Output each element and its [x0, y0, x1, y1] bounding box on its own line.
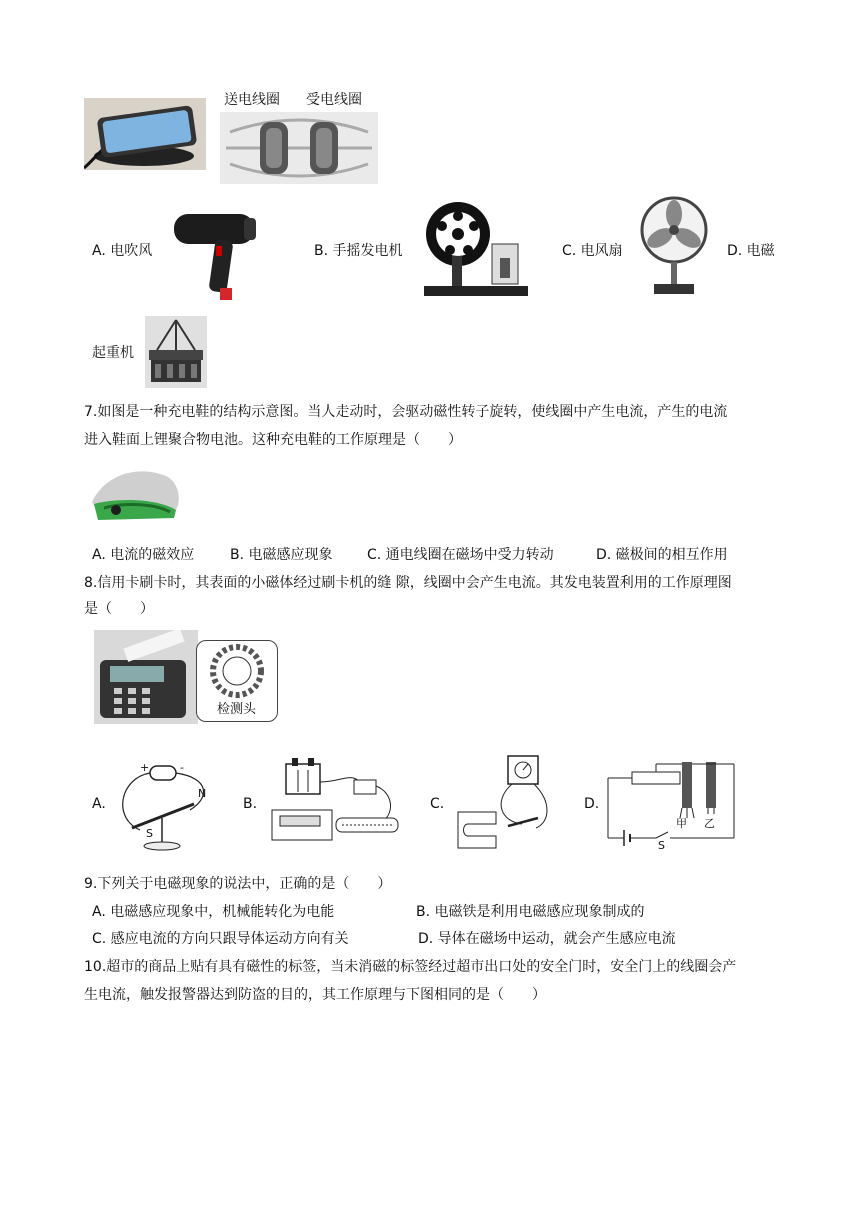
fig-a-minus: - [180, 761, 184, 774]
fig-d-jia: 甲 [676, 817, 687, 830]
electric-fan-image [638, 192, 710, 300]
charging-shoe-image [86, 458, 184, 528]
q8-figure-c [452, 752, 562, 850]
coil-diagram [220, 112, 378, 184]
fig-a-n-pole: N [198, 787, 207, 800]
fig-a-s-pole: S [146, 827, 153, 840]
q8-stem-line2: 是（ ） [84, 601, 154, 617]
q9-option-b: B. 电磁铁是利用电磁感应现象制成的 [416, 904, 645, 920]
q7-option-b: B. 电磁感应现象 [230, 547, 333, 563]
q9-option-a: A. 电磁感应现象中，机械能转化为电能 [92, 904, 335, 920]
phone-charger-photo [84, 98, 206, 170]
q6-option-a: A. 电吹风 [92, 243, 153, 259]
q7-option-d: D. 磁极间的相互作用 [596, 547, 728, 563]
q8-option-d-label: D. [584, 796, 600, 812]
q6-option-d-cont: 起重机 [92, 345, 134, 361]
electromagnetic-crane-image [145, 316, 207, 388]
q8-stem-line1: 8.信用卡刷卡时，其表面的小磁体经过刷卡机的缝 隙，线圈中会产生电流。其发电装置利用的工作原理图 [84, 575, 732, 591]
q9-stem: 9.下列关于电磁现象的说法中，正确的是（ ） [84, 876, 392, 892]
q6-option-d: D. 电磁 [727, 243, 775, 259]
q7-stem-line2: 进入鞋面上锂聚合物电池。这种充电鞋的工作原理是（ ） [84, 432, 462, 448]
detector-head-label: 检测头 [217, 702, 257, 717]
send-coil-label: 送电线圈 [224, 92, 280, 108]
fig-d-switch-s: S [658, 839, 665, 852]
q9-option-d: D. 导体在磁场中运动，就会产生感应电流 [418, 931, 676, 947]
q8-option-a-label: A. [92, 796, 106, 812]
q8-option-c-label: C. [430, 796, 445, 812]
q10-stem-line2: 生电流，触发报警器达到防盗的目的，其工作原理与下图相同的是（ ） [84, 987, 546, 1003]
card-reader-photo [94, 630, 198, 724]
q10-stem-line1: 10.超市的商品上贴有具有磁性的标签，当未消磁的标签经过超市出口处的安全门时，安全门上的线圈会产 [84, 959, 737, 975]
hand-generator-image [420, 196, 530, 300]
q9-option-c: C. 感应电流的方向只跟导体运动方向有关 [92, 931, 349, 947]
hair-dryer-image [170, 206, 262, 302]
q8-figure-b [262, 752, 404, 850]
detector-head-callout [196, 640, 278, 722]
q7-option-c: C. 通电线圈在磁场中受力转动 [367, 547, 554, 563]
q7-stem-line1: 7.如图是一种充电鞋的结构示意图。当人走动时，会驱动磁性转子旋转，使线圈中产生电流，产生的电流 [84, 404, 728, 420]
fig-a-plus: + [140, 761, 150, 774]
q7-option-a: A. 电流的磁效应 [92, 547, 195, 563]
q6-option-c: C. 电风扇 [562, 243, 623, 259]
fig-d-yi: 乙 [704, 817, 715, 830]
q6-option-b: B. 手摇发电机 [314, 243, 403, 259]
q8-figure-d [604, 758, 738, 852]
receive-coil-label: 受电线圈 [306, 92, 362, 108]
q8-figure-a [110, 758, 218, 854]
q8-option-b-label: B. [243, 796, 258, 812]
